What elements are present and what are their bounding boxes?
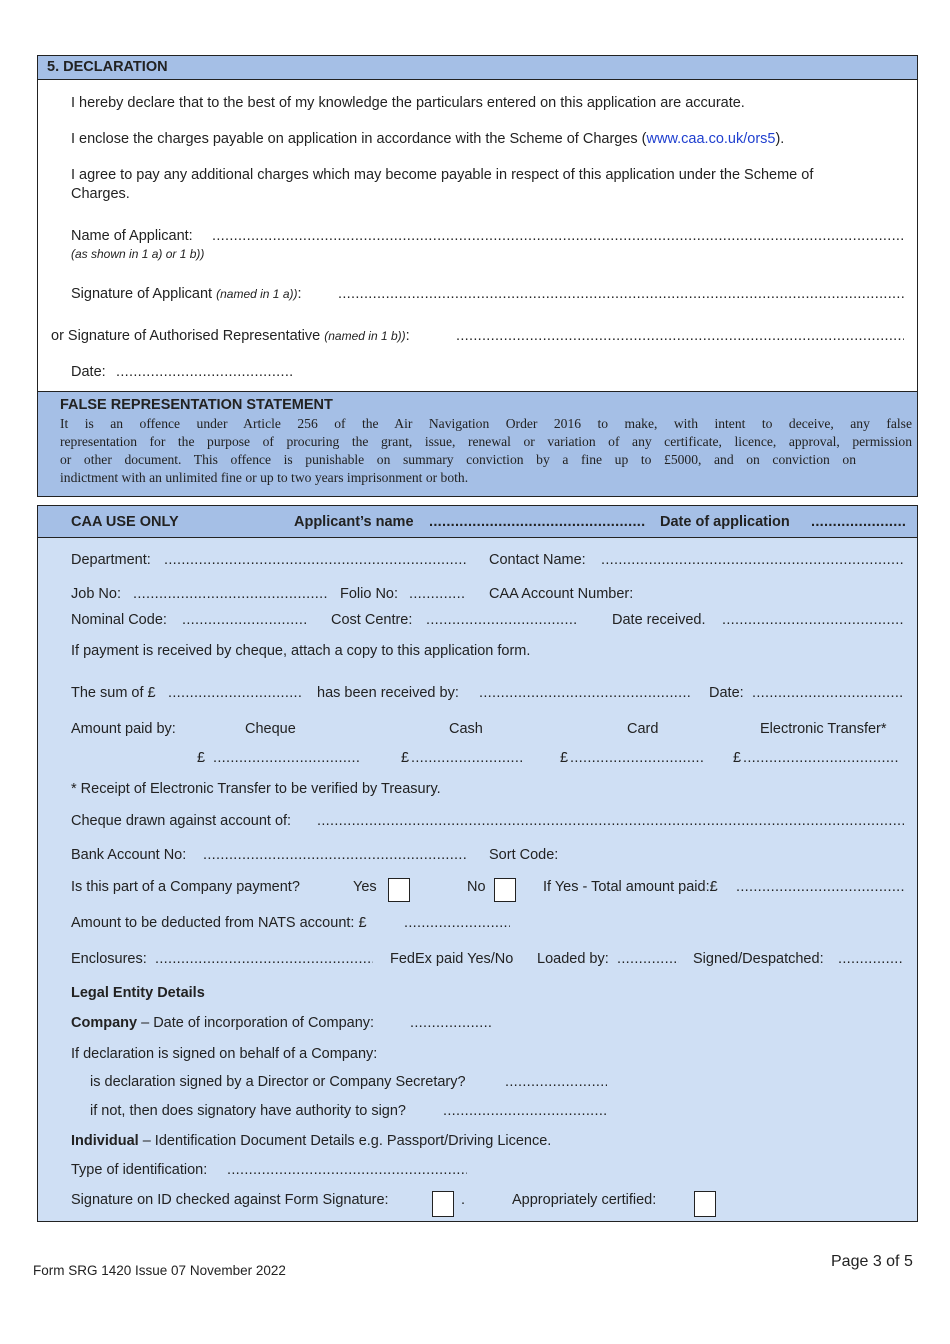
form-reference: Form SRG 1420 Issue 07 November 2022	[33, 1263, 286, 1278]
signature-checked-period: .	[461, 1192, 466, 1208]
false-representation-line-1: It is an offence under Article 256 of the Air Navigation Order 2016 to make, with intent to deceive, any false	[60, 416, 912, 431]
declaration-para-3-line2: Charges.	[71, 186, 130, 202]
declaration-para-1: I hereby declare that to the best of my knowledge the particulars entered on this application are accurate.	[71, 95, 745, 111]
folio-no-label: Folio No:	[340, 586, 399, 602]
method-card: Card	[627, 721, 659, 737]
applicant-name-field[interactable]	[212, 228, 904, 244]
sum-field[interactable]	[168, 685, 302, 701]
applicant-signature-label: Signature of Applicant (named in 1 a)):	[71, 286, 302, 302]
card-amount-field[interactable]	[570, 750, 705, 766]
company-payment-no-label: No	[467, 879, 486, 895]
cash-amount-field[interactable]	[411, 750, 523, 766]
bank-account-label: Bank Account No:	[71, 847, 187, 863]
declaration-header-bar	[37, 55, 918, 80]
applicant-name-note: (as shown in 1 a) or 1 b))	[71, 247, 205, 261]
declaration-para-3-line1: I agree to pay any additional charges which may become payable in respect of this application under the Scheme of	[71, 167, 814, 183]
job-no-label: Job No:	[71, 586, 121, 602]
company-behalf-label: If declaration is signed on behalf of a Company:	[71, 1046, 378, 1062]
sum-label: The sum of £	[71, 685, 156, 701]
appropriately-certified-label: Appropriately certified:	[512, 1192, 657, 1208]
false-representation-box	[37, 391, 918, 497]
nats-deduction-field[interactable]	[404, 915, 510, 931]
bank-account-field[interactable]	[203, 847, 466, 863]
enclosures-field[interactable]	[155, 951, 373, 967]
cheque-copy-note: If payment is received by cheque, attach a copy to this application form.	[71, 643, 531, 659]
company-incorporation-label: Company – Date of incorporation of Company:	[71, 1015, 375, 1031]
cheque-drawn-field[interactable]	[317, 813, 904, 829]
sort-code-label: Sort Code:	[489, 847, 559, 863]
received-by-label: has been received by:	[317, 685, 459, 701]
caa-use-only-title: CAA USE ONLY	[71, 514, 179, 530]
representative-signature-field[interactable]	[456, 328, 904, 344]
id-type-field[interactable]	[227, 1162, 467, 1178]
declaration-para-2: I enclose the charges payable on application in accordance with the Scheme of Charges (www.caa.co.uk/ors5).	[71, 131, 785, 147]
transfer-amount-field[interactable]	[743, 750, 900, 766]
department-label: Department:	[71, 552, 151, 568]
department-field[interactable]	[164, 552, 466, 568]
cheque-amount-field[interactable]	[213, 750, 359, 766]
date-received-label: Date received.	[612, 612, 706, 628]
cost-centre-label: Cost Centre:	[331, 612, 413, 628]
false-representation-line-4: indictment with an unlimited fine or up to two years imprisonment or both.	[60, 470, 469, 485]
fedex-paid-label: FedEx paid Yes/No	[390, 951, 514, 967]
company-incorporation-field[interactable]	[410, 1015, 492, 1031]
loaded-by-label: Loaded by:	[537, 951, 609, 967]
method-electronic-transfer: Electronic Transfer*	[760, 721, 887, 737]
total-amount-field[interactable]	[736, 879, 904, 895]
company-payment-yes-label: Yes	[353, 879, 377, 895]
caa-account-number-label: CAA Account Number:	[489, 586, 634, 602]
cheque-pound-sign: £	[197, 750, 206, 766]
declaration-date-field[interactable]	[116, 364, 293, 380]
applicant-name-label: Name of Applicant:	[71, 228, 193, 244]
applicant-name-header-label: Applicant’s name	[294, 514, 414, 530]
cash-pound-sign: £	[401, 750, 410, 766]
method-cheque: Cheque	[245, 721, 296, 737]
loaded-by-field[interactable]	[617, 951, 679, 967]
cheque-drawn-label: Cheque drawn against account of:	[71, 813, 292, 829]
authority-question: if not, then does signatory have authority to sign?	[90, 1103, 406, 1119]
declaration-title: 5. DECLARATION	[47, 59, 168, 75]
card-pound-sign: £	[560, 750, 569, 766]
total-amount-label: If Yes - Total amount paid:£	[543, 879, 718, 895]
method-cash: Cash	[449, 721, 483, 737]
received-date-label: Date:	[709, 685, 744, 701]
contact-name-label: Contact Name:	[489, 552, 586, 568]
nats-deduction-label: Amount to be deducted from NATS account: £	[71, 915, 367, 931]
signed-despatched-field[interactable]	[838, 951, 904, 967]
representative-signature-label: or Signature of Authorised Representative (named in 1 b)):	[51, 328, 410, 344]
job-no-field[interactable]	[133, 586, 328, 602]
contact-name-field[interactable]	[601, 552, 904, 568]
applicant-signature-field[interactable]	[338, 286, 904, 302]
cost-centre-field[interactable]	[426, 612, 577, 628]
director-question-field[interactable]	[505, 1074, 607, 1090]
company-payment-label: Is this part of a Company payment?	[71, 879, 300, 895]
applicant-name-header-field[interactable]	[429, 514, 645, 530]
folio-no-field[interactable]	[409, 586, 466, 602]
nominal-code-field[interactable]	[182, 612, 306, 628]
date-of-application-label: Date of application	[660, 514, 790, 530]
date-of-application-field[interactable]	[811, 514, 905, 530]
false-representation-line-2: representation for the purpose of procuring the grant, issue, renewal or variation of any certificate, licence, approval, permission	[60, 434, 912, 449]
false-representation-title: FALSE REPRESENTATION STATEMENT	[60, 397, 333, 413]
signed-despatched-label: Signed/Despatched:	[693, 951, 824, 967]
received-date-field[interactable]	[752, 685, 904, 701]
appropriately-certified-checkbox[interactable]	[694, 1191, 716, 1217]
individual-label: Individual – Identification Document Details e.g. Passport/Driving Licence.	[71, 1133, 552, 1149]
transfer-pound-sign: £	[733, 750, 742, 766]
declaration-date-label: Date:	[71, 364, 106, 380]
caa-header-bar	[37, 505, 918, 538]
signature-checked-checkbox[interactable]	[432, 1191, 454, 1217]
authority-question-field[interactable]	[443, 1103, 607, 1119]
enclosures-label: Enclosures:	[71, 951, 147, 967]
date-received-field[interactable]	[722, 612, 904, 628]
page-number: Page 3 of 5	[831, 1253, 913, 1270]
company-payment-yes-checkbox[interactable]	[388, 878, 410, 902]
amount-paid-by-label: Amount paid by:	[71, 721, 176, 737]
legal-entity-heading: Legal Entity Details	[71, 985, 205, 1001]
electronic-transfer-note: * Receipt of Electronic Transfer to be verified by Treasury.	[71, 781, 441, 797]
false-representation-line-3: or other document. This offence is punishable on summary conviction by a fine up to £5000, and on conviction on	[60, 452, 856, 467]
nominal-code-label: Nominal Code:	[71, 612, 167, 628]
received-by-field[interactable]	[479, 685, 692, 701]
company-payment-no-checkbox[interactable]	[494, 878, 516, 902]
signature-checked-label: Signature on ID checked against Form Signature:	[71, 1192, 389, 1208]
scheme-of-charges-link[interactable]: www.caa.co.uk/ors5	[646, 131, 776, 147]
id-type-label: Type of identification:	[71, 1162, 208, 1178]
director-question: is declaration signed by a Director or Company Secretary?	[90, 1074, 466, 1090]
